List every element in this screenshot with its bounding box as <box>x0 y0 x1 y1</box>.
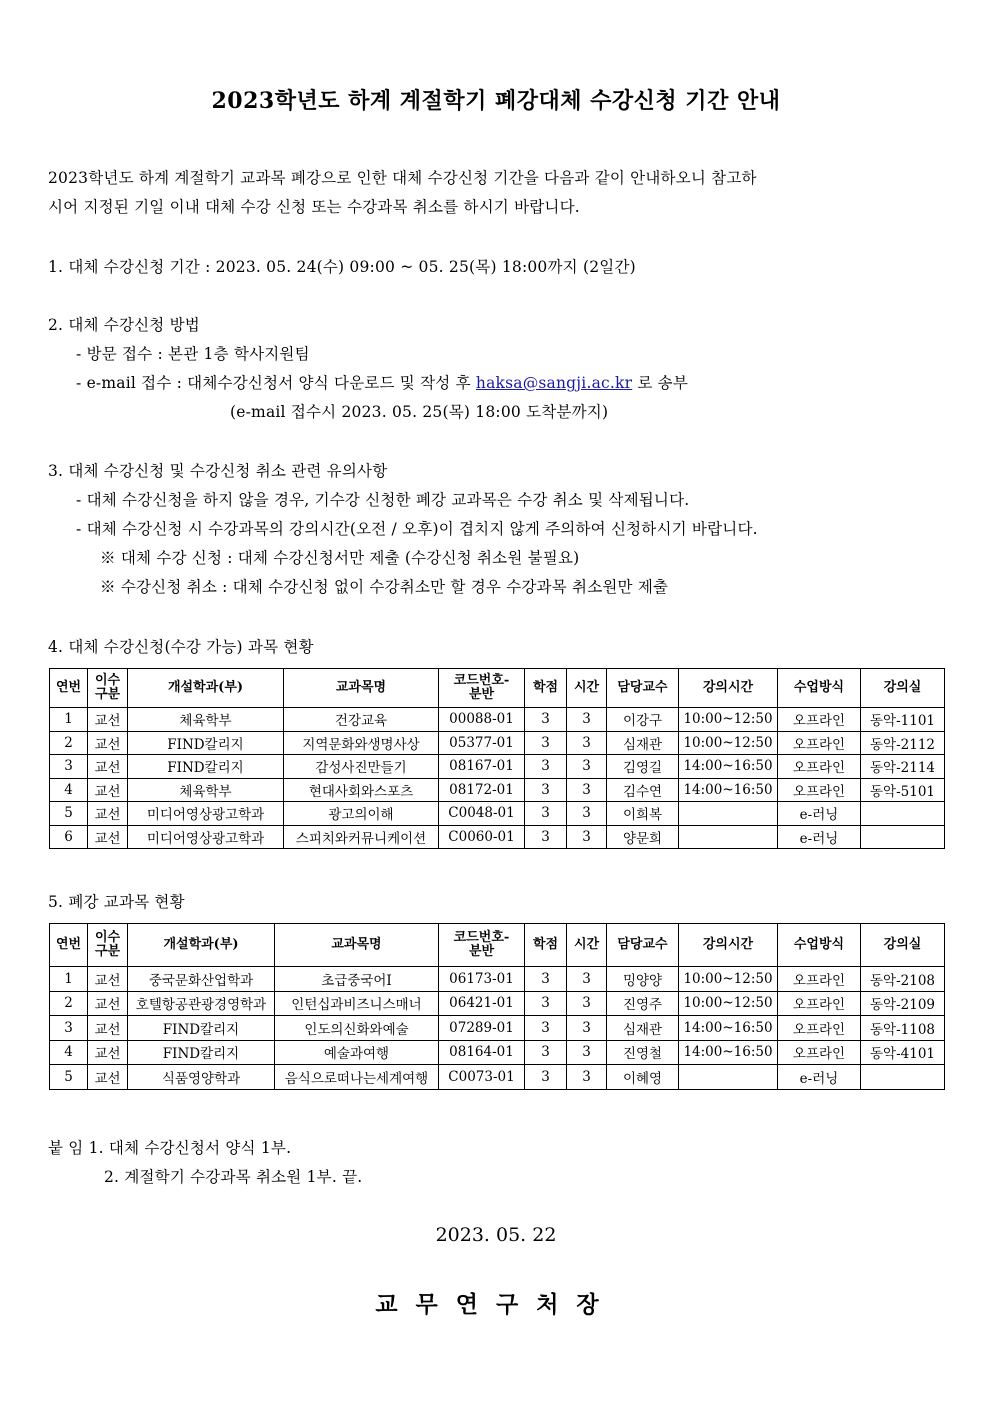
table-cell: 감성사진만들기 <box>284 755 439 779</box>
table-cell: 체육학부 <box>128 708 284 732</box>
table-row <box>50 1016 945 1041</box>
table-cell: 초급중국어Ⅰ <box>275 967 439 992</box>
document-date: 2023. 05. 22 <box>435 1224 557 1246</box>
table-cell: 3 <box>50 755 88 779</box>
table-cell: 동악-2112 <box>861 731 945 755</box>
table-cell: FIND칼리지 <box>128 1016 275 1041</box>
column-header: 연번 <box>50 924 88 967</box>
table-cell: 07289-01 <box>439 1016 525 1041</box>
notice-bullet-1: - 대체 수강신청을 하지 않을 경우, 기수강 신청한 폐강 교과목은 수강 취소 및 삭제됩니다. <box>76 491 690 509</box>
table-cell: 진영철 <box>607 1040 679 1065</box>
table-cell <box>861 802 945 826</box>
table-cell: 교선 <box>88 825 128 849</box>
table-cell: 오프라인 <box>778 731 861 755</box>
method-email <box>76 371 688 393</box>
table-cell <box>679 825 778 849</box>
table-cell: 3 <box>525 731 567 755</box>
table-cell: 음식으로떠나는세계여행 <box>275 1065 439 1090</box>
table-cell: 00088-01 <box>439 708 525 732</box>
table-cell: 3 <box>525 708 567 732</box>
table-cell: 교선 <box>88 731 128 755</box>
table-cell: 교선 <box>88 1016 128 1041</box>
table-cell: e-러닝 <box>778 1065 861 1090</box>
table-cell: 동악-1108 <box>861 1016 945 1041</box>
table-cell: 스피치와커뮤니케이션 <box>284 825 439 849</box>
table-cell: 08172-01 <box>439 778 525 802</box>
column-header: 교과목명 <box>284 669 439 708</box>
table-row <box>50 967 945 992</box>
table-row <box>50 755 945 779</box>
table-cell: 1 <box>50 967 88 992</box>
table-cell: 3 <box>525 755 567 779</box>
table-cell: 10:00~12:50 <box>679 731 778 755</box>
column-header: 담당교수 <box>607 924 679 967</box>
table-cell: 3 <box>567 1016 607 1041</box>
attachment-line-2: 2. 계절학기 수강과목 취소원 1부. 끝. <box>104 1168 363 1186</box>
table-cell: 미디어영상광고학과 <box>128 802 284 826</box>
method-visit: - 방문 접수 : 본관 1층 학사지원팀 <box>76 345 310 363</box>
table-cell: 광고의이해 <box>284 802 439 826</box>
table-cell <box>679 1065 778 1090</box>
column-header: 수업방식 <box>778 669 861 708</box>
table-row <box>50 802 945 826</box>
table-cell: C0073-01 <box>439 1065 525 1090</box>
table-row <box>50 731 945 755</box>
table-cell: 3 <box>525 778 567 802</box>
table-row <box>50 1065 945 1090</box>
table-cell: e-러닝 <box>778 802 861 826</box>
available-courses-heading: 4. 대체 수강신청(수강 가능) 과목 현황 <box>48 638 314 656</box>
column-header: 교과목명 <box>275 924 439 967</box>
table-cell: 예술과여행 <box>275 1040 439 1065</box>
table-cell: 10:00~12:50 <box>679 991 778 1016</box>
table-cell <box>861 825 945 849</box>
table-row <box>50 1040 945 1065</box>
table-cell: 3 <box>567 755 607 779</box>
table-cell: 3 <box>567 825 607 849</box>
table-cell: 동악-2109 <box>861 991 945 1016</box>
table-cell: 교선 <box>88 778 128 802</box>
table-cell: 05377-01 <box>439 731 525 755</box>
table-cell: 3 <box>525 825 567 849</box>
table-cell: 지역문화와생명사상 <box>284 731 439 755</box>
column-header: 강의시간 <box>679 669 778 708</box>
table-row <box>50 778 945 802</box>
table-cell: 오프라인 <box>778 778 861 802</box>
column-header: 강의실 <box>861 924 945 967</box>
column-header: 이수 구분 <box>88 669 128 708</box>
table-cell: 현대사회와스포츠 <box>284 778 439 802</box>
table-cell: 08164-01 <box>439 1040 525 1065</box>
table-cell: FIND칼리지 <box>128 1040 275 1065</box>
column-header: 수업방식 <box>778 924 861 967</box>
table-cell: 2 <box>50 991 88 1016</box>
table-cell: 건강교육 <box>284 708 439 732</box>
method-email-prefix: - e-mail 접수 : 대체수강신청서 양식 다운로드 및 작성 후 <box>76 374 476 392</box>
table-cell: C0060-01 <box>439 825 525 849</box>
issuer-signature: 교무연구처장 <box>375 1291 617 1318</box>
table-cell: 동악-2108 <box>861 967 945 992</box>
table-cell: e-러닝 <box>778 825 861 849</box>
table-cell: 06421-01 <box>439 991 525 1016</box>
closed-courses-heading: 5. 폐강 교과목 현황 <box>48 893 185 911</box>
table-cell: 오프라인 <box>778 1040 861 1065</box>
table-cell: 4 <box>50 778 88 802</box>
table-cell: 교선 <box>88 967 128 992</box>
intro-line-2: 시어 지정된 기일 이내 대체 수강 신청 또는 수강과목 취소를 하시기 바랍니다. <box>48 198 580 216</box>
table-cell: 오프라인 <box>778 991 861 1016</box>
table-cell: 동악-5101 <box>861 778 945 802</box>
column-header: 개설학과(부) <box>128 669 284 708</box>
table-cell: 동악-1101 <box>861 708 945 732</box>
table-cell: 체육학부 <box>128 778 284 802</box>
table-cell: 2 <box>50 731 88 755</box>
table-cell: C0048-01 <box>439 802 525 826</box>
table-cell: 식품영양학과 <box>128 1065 275 1090</box>
table-header-row <box>50 669 945 708</box>
table-cell: 3 <box>567 1065 607 1090</box>
notice-heading: 3. 대체 수강신청 및 수강신청 취소 관련 유의사항 <box>48 462 388 480</box>
table-cell: 14:00~16:50 <box>679 1016 778 1041</box>
table-cell: 김수연 <box>607 778 679 802</box>
column-header: 이수 구분 <box>88 924 128 967</box>
table-row <box>50 825 945 849</box>
intro-line-1: 2023학년도 하계 계절학기 교과목 폐강으로 인한 대체 수강신청 기간을 다음과 같이 안내하오니 참고하 <box>48 169 757 187</box>
table-cell <box>861 1065 945 1090</box>
table-cell: 교선 <box>88 802 128 826</box>
notice-note-2: ※ 수강신청 취소 : 대체 수강신청 없이 수강취소만 할 경우 수강과목 취소원만 제출 <box>100 578 669 596</box>
table-cell: 14:00~16:50 <box>679 778 778 802</box>
table-cell: 미디어영상광고학과 <box>128 825 284 849</box>
table-cell: FIND칼리지 <box>128 755 284 779</box>
table-cell: 3 <box>525 967 567 992</box>
table-cell: 이희복 <box>607 802 679 826</box>
table-cell: 3 <box>525 1065 567 1090</box>
table-cell: 김영길 <box>607 755 679 779</box>
table-cell: 3 <box>525 991 567 1016</box>
table-cell: 3 <box>525 1040 567 1065</box>
table-cell: 교선 <box>88 708 128 732</box>
table-cell: 3 <box>567 991 607 1016</box>
method-email-suffix: 로 송부 <box>632 374 689 392</box>
table-cell: 3 <box>567 1040 607 1065</box>
table-cell: 이혜영 <box>607 1065 679 1090</box>
table-cell: 5 <box>50 1065 88 1090</box>
table-cell: 호텔항공관광경영학과 <box>128 991 275 1016</box>
table-cell: 6 <box>50 825 88 849</box>
table-cell: 이강구 <box>607 708 679 732</box>
table-cell: 3 <box>567 708 607 732</box>
table-cell: FIND칼리지 <box>128 731 284 755</box>
method-heading: 2. 대체 수강신청 방법 <box>48 316 200 334</box>
table-cell: 교선 <box>88 991 128 1016</box>
column-header: 연번 <box>50 669 88 708</box>
table-cell: 3 <box>567 967 607 992</box>
table-cell: 오프라인 <box>778 1016 861 1041</box>
table-cell: 10:00~12:50 <box>679 967 778 992</box>
table-cell: 동악-4101 <box>861 1040 945 1065</box>
table-cell: 심재관 <box>607 1016 679 1041</box>
notice-note-1: ※ 대체 수강 신청 : 대체 수강신청서만 제출 (수강신청 취소원 불필요) <box>100 549 580 567</box>
table-cell: 진영주 <box>607 991 679 1016</box>
table-cell: 중국문화산업학과 <box>128 967 275 992</box>
column-header: 코드번호- 분반 <box>439 924 525 967</box>
table-header-row <box>50 924 945 967</box>
column-header: 담당교수 <box>607 669 679 708</box>
table-cell: 3 <box>567 778 607 802</box>
table-cell: 교선 <box>88 755 128 779</box>
table-cell: 1 <box>50 708 88 732</box>
table-cell: 5 <box>50 802 88 826</box>
table-cell: 10:00~12:50 <box>679 708 778 732</box>
table-cell: 4 <box>50 1040 88 1065</box>
table-cell: 심재관 <box>607 731 679 755</box>
closed-courses-table <box>49 923 945 1090</box>
table-cell: 14:00~16:50 <box>679 755 778 779</box>
table-cell: 3 <box>525 1016 567 1041</box>
table-row <box>50 991 945 1016</box>
table-cell: 오프라인 <box>778 708 861 732</box>
column-header: 강의시간 <box>679 924 778 967</box>
column-header: 시간 <box>567 669 607 708</box>
column-header: 학점 <box>525 924 567 967</box>
method-email-note: (e-mail 접수시 2023. 05. 25(목) 18:00 도착분까지) <box>230 403 609 421</box>
table-cell: 동악-2114 <box>861 755 945 779</box>
table-cell: 3 <box>525 802 567 826</box>
table-cell: 교선 <box>88 1040 128 1065</box>
available-courses-table <box>49 668 945 849</box>
table-cell: 양문희 <box>607 825 679 849</box>
table-cell: 오프라인 <box>778 967 861 992</box>
table-cell: 08167-01 <box>439 755 525 779</box>
table-row <box>50 708 945 732</box>
table-cell: 3 <box>567 802 607 826</box>
table-cell: 3 <box>50 1016 88 1041</box>
table-cell: 교선 <box>88 1065 128 1090</box>
column-header: 개설학과(부) <box>128 924 275 967</box>
table-cell: 밍양양 <box>607 967 679 992</box>
page-title: 2023학년도 하계 계절학기 폐강대체 수강신청 기간 안내 <box>211 88 781 114</box>
column-header: 코드번호- 분반 <box>439 669 525 708</box>
column-header: 학점 <box>525 669 567 708</box>
application-period: 1. 대체 수강신청 기간 : 2023. 05. 24(수) 09:00 ~ 05. 25(목) 18:00까지 (2일간) <box>48 258 636 276</box>
column-header: 강의실 <box>861 669 945 708</box>
table-cell: 인턴십과비즈니스매너 <box>275 991 439 1016</box>
notice-bullet-2: - 대체 수강신청 시 수강과목의 강의시간(오전 / 오후)이 겹치지 않게 주의하여 신청하시기 바랍니다. <box>76 520 758 538</box>
table-cell: 06173-01 <box>439 967 525 992</box>
email-link[interactable]: haksa@sangji.ac.kr <box>475 374 633 392</box>
table-cell <box>679 802 778 826</box>
table-cell: 3 <box>567 731 607 755</box>
table-cell: 14:00~16:50 <box>679 1040 778 1065</box>
column-header: 시간 <box>567 924 607 967</box>
table-cell: 인도의신화와예술 <box>275 1016 439 1041</box>
table-cell: 오프라인 <box>778 755 861 779</box>
attachment-line-1: 붙 임 1. 대체 수강신청서 양식 1부. <box>48 1139 292 1157</box>
